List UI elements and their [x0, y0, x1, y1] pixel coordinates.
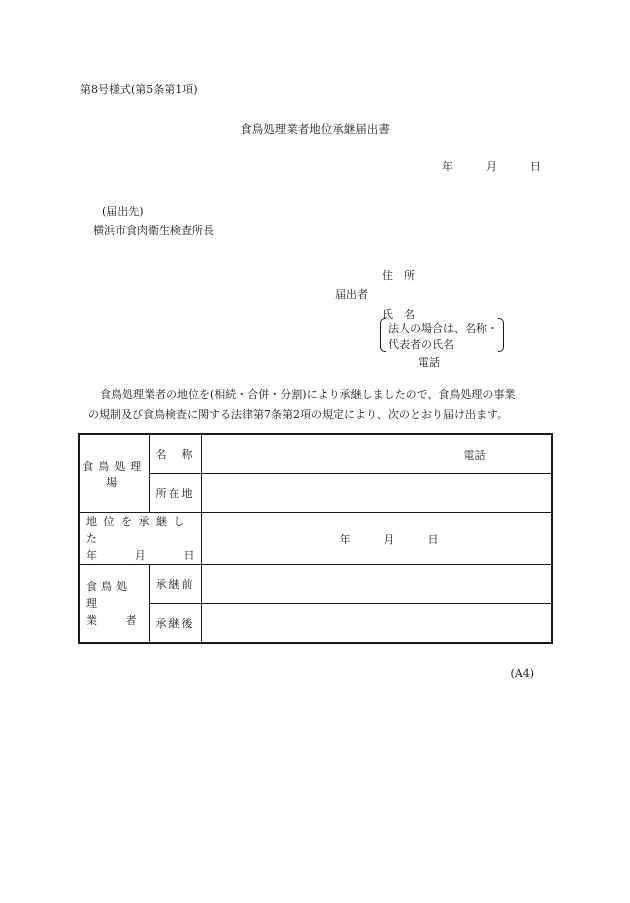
declaration-line2: の規制及び食鳥検査に関する法律第7条第2項の規定により、次のとおり届け出ます。 [88, 408, 509, 421]
declaration-text [88, 385, 515, 425]
succession-day: 日 [427, 532, 439, 546]
table-row [79, 513, 552, 565]
succession-date-label-line1: 地位を承継した [86, 515, 191, 545]
facility-name-field[interactable] [201, 434, 552, 474]
addressee-label: (届出先) [102, 205, 144, 218]
declaration-line1: 食鳥処理業者の地位を(相続・合併・分割)により承継しましたので、食鳥処理の事業 [100, 388, 516, 401]
facility-location-label: 所在地 [149, 474, 201, 513]
after-succession-field[interactable] [201, 604, 552, 644]
succession-year: 年 [339, 532, 351, 546]
addressee-name: 横浜市食肉衛生検査所長 [93, 224, 214, 237]
applicant-label: 届出者 [335, 288, 368, 301]
before-succession-label: 承継前 [149, 565, 201, 604]
date-year: 年 [442, 160, 453, 173]
succession-date-label [79, 513, 201, 565]
facility-name-label: 名 称 [149, 434, 201, 474]
table-row [79, 565, 552, 604]
table-row [79, 474, 552, 513]
facility-phone-label: 電話 [463, 449, 486, 462]
right-bracket [498, 318, 504, 352]
before-succession-field[interactable] [201, 565, 552, 604]
table-row [79, 434, 552, 474]
date-month: 月 [486, 160, 497, 173]
succession-date-label-line2: 年 月 日 [86, 549, 195, 562]
applicant-phone-label: 電話 [418, 356, 440, 369]
applicant-name-label: 氏 名 [382, 308, 415, 321]
facility-location-field[interactable] [201, 474, 552, 513]
applicant-address-label: 住 所 [382, 269, 415, 282]
document-title: 食鳥処理業者地位承継届出書 [240, 122, 390, 136]
form-id: 第8号様式(第5条第1項) [80, 83, 198, 96]
succession-date-field[interactable] [201, 513, 552, 565]
submission-date [442, 158, 541, 174]
corporation-note-line1: 法人の場合は、名称・ [388, 322, 498, 335]
after-succession-label: 承継後 [149, 604, 201, 644]
left-bracket [380, 318, 386, 352]
corporation-note [380, 318, 504, 352]
table-row [79, 604, 552, 644]
succession-table [78, 433, 553, 644]
paper-size: (A4) [510, 667, 534, 680]
facility-label: 食鳥処理場 [79, 434, 149, 513]
date-day: 日 [530, 160, 541, 173]
business-operator-label: 食鳥処理 業 者 [79, 565, 149, 644]
succession-month: 月 [383, 532, 395, 546]
corporation-note-line2: 代表者の氏名 [388, 338, 454, 351]
